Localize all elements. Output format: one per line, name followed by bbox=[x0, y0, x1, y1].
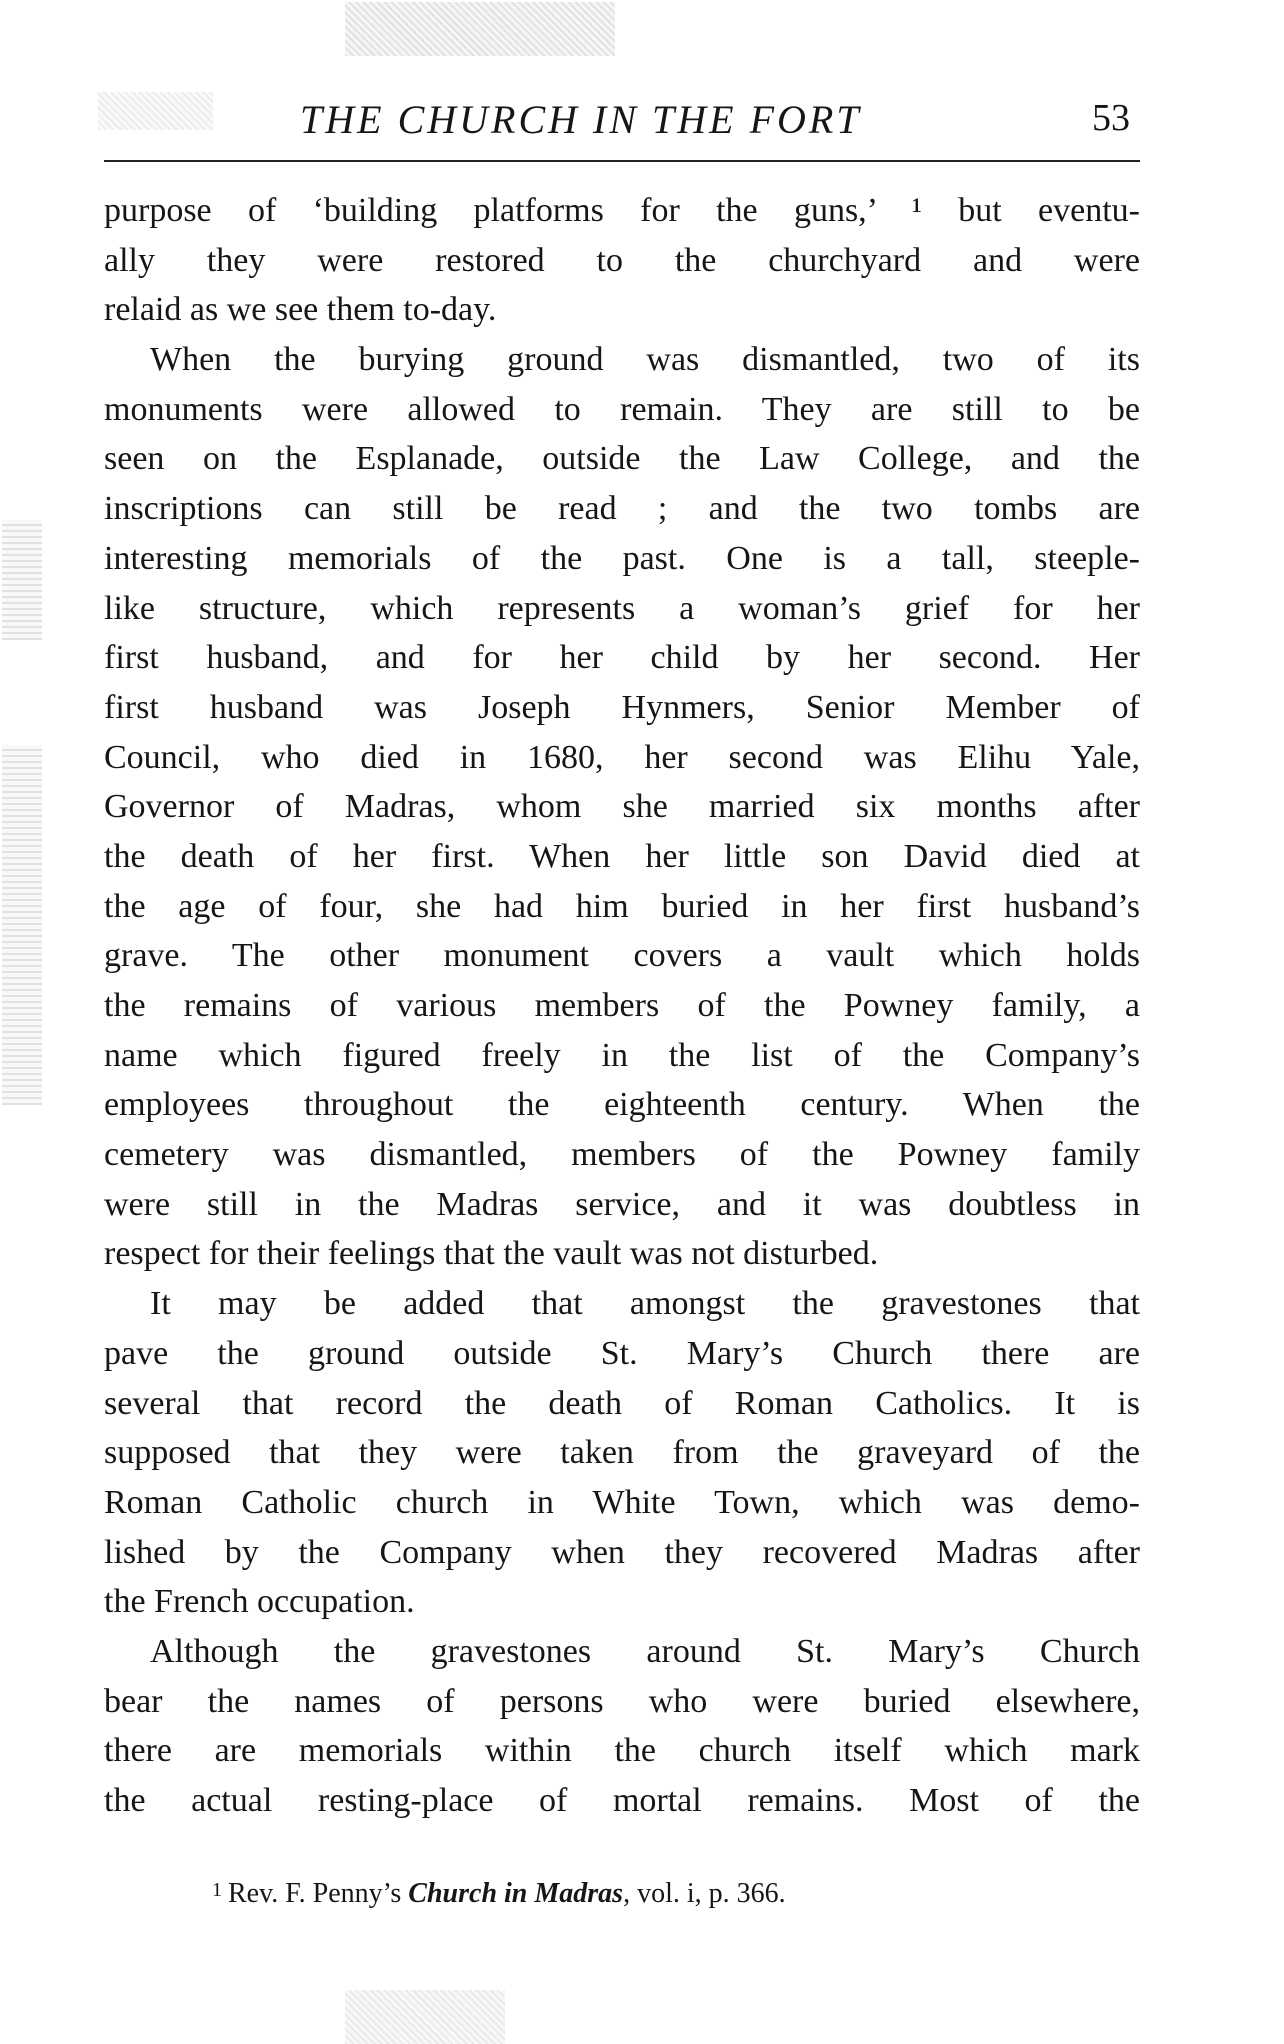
text-line: grave. The other monument covers a vault which holds bbox=[104, 937, 1140, 975]
text-line: employees throughout the eighteenth century. When the bbox=[104, 1086, 1140, 1124]
text-line: ally they were restored to the churchyard and were bbox=[104, 241, 1140, 279]
scan-artifact-top bbox=[345, 2, 615, 56]
text-line: lished by the Company when they recovered Madras after bbox=[104, 1533, 1140, 1571]
header-rule bbox=[104, 160, 1140, 162]
footnote bbox=[212, 1878, 786, 1910]
scan-artifact-left-edge bbox=[2, 520, 42, 640]
text-line: Governor of Madras, whom she married six months after bbox=[104, 788, 1140, 826]
body-text bbox=[104, 186, 1140, 1826]
text-line: there are memorials within the church itself which mark bbox=[104, 1732, 1140, 1770]
text-line: name which figured freely in the list of the Company’s bbox=[104, 1036, 1140, 1074]
text-line: inscriptions can still be read ; and the two tombs are bbox=[104, 490, 1140, 528]
text-line: respect for their feelings that the vault was not disturbed. bbox=[104, 1235, 879, 1273]
text-line: the actual resting-place of mortal remains. Most of the bbox=[104, 1782, 1140, 1819]
text-line: When the burying ground was dismantled, two of its bbox=[150, 341, 1140, 379]
text-line: purpose of ‘building platforms for the guns,’ ¹ but eventu- bbox=[104, 192, 1140, 229]
page-number: 53 bbox=[1092, 97, 1130, 139]
text-line: Council, who died in 1680, her second was Elihu Yale, bbox=[104, 738, 1140, 776]
footnote-book-title: Church in Madras bbox=[408, 1878, 624, 1909]
scan-artifact-bottom bbox=[345, 1990, 505, 2044]
text-line: interesting memorials of the past. One is a tall, steeple- bbox=[104, 539, 1140, 577]
text-line: the French occupation. bbox=[104, 1583, 415, 1621]
text-line: Although the gravestones around St. Mary’s Church bbox=[150, 1632, 1140, 1670]
text-line: like structure, which represents a woman’s grief for her bbox=[104, 589, 1140, 627]
text-line: were still in the Madras service, and it was doubtless in bbox=[104, 1185, 1140, 1223]
text-line: first husband, and for her child by her second. Her bbox=[104, 639, 1140, 677]
text-line: seen on the Esplanade, outside the Law College, and the bbox=[104, 440, 1140, 478]
text-line: the death of her first. When her little son David died at bbox=[104, 837, 1140, 875]
running-title: THE CHURCH IN THE FORT bbox=[300, 97, 862, 142]
text-line: the age of four, she had him buried in her first husband’s bbox=[104, 887, 1140, 925]
scan-artifact-header bbox=[98, 92, 213, 130]
text-line: supposed that they were taken from the graveyard of the bbox=[104, 1434, 1140, 1472]
footnote-marker: 1 bbox=[212, 1879, 222, 1901]
scan-artifact-left-edge bbox=[2, 745, 42, 1105]
text-line: bear the names of persons who were buried elsewhere, bbox=[104, 1682, 1140, 1720]
text-line: cemetery was dismantled, members of the Powney family bbox=[104, 1136, 1140, 1174]
text-line: first husband was Joseph Hynmers, Senior Member of bbox=[104, 688, 1140, 726]
text-line: several that record the death of Roman Catholics. It is bbox=[104, 1384, 1140, 1422]
text-line: pave the ground outside St. Mary’s Church there are bbox=[104, 1334, 1140, 1372]
footnote-prefix: Rev. F. Penny’s bbox=[228, 1878, 409, 1909]
text-line: the remains of various members of the Powney family, a bbox=[104, 987, 1140, 1024]
text-line: Roman Catholic church in White Town, which was demo- bbox=[104, 1483, 1140, 1521]
footnote-suffix: , vol. i, p. 366. bbox=[623, 1878, 786, 1909]
text-line: monuments were allowed to remain. They are still to be bbox=[104, 390, 1140, 428]
text-line: It may be added that amongst the gravestones that bbox=[150, 1285, 1140, 1323]
text-line: relaid as we see them to-day. bbox=[104, 291, 497, 329]
